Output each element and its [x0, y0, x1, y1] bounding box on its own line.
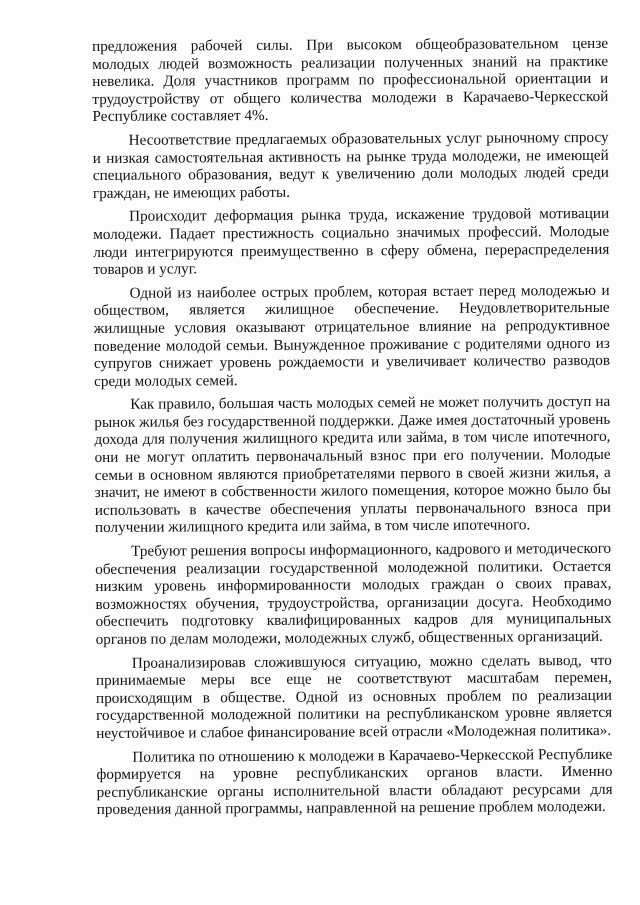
paragraph-7: Проанализировав сложившуюся ситуацию, можно сделать вывод, что принимаемые меры все еще не соответствуют масштабам перемен, происходящим в обществе. Одной из основных проблем по реализации государственной молодежной политики на республиканском уровне является неустойчивое и слабое финансирование всей отрасли «Молодежная политика».: [95, 651, 613, 742]
paragraph-6: Требуют решения вопросы информационного, кадрового и методического обеспечения реализации государственной молодежной политики. Остается низким уровень информированности молодых граждан о своих правах, возможностях обучения, трудоустройства, организации досуга. Необходимо обеспечить подготовку квалифицированных кадров для муниципальных органов по делам молодежи, молодежных служб, общественных организаций.: [95, 539, 612, 648]
paragraph-4: Одной из наиболее острых проблем, которая встает перед молодежью и обществом, является жилищное обеспечение. Неудовлетворительные жилищные условия оказывают отрицательное влияние на репродуктивное поведение молодой семьи. Вынужденное проживание с родителями одного из супругов снижает уровень рождаемости и увеличивает количество разводов среди молодых семей.: [93, 281, 611, 390]
document-body: [92, 35, 613, 825]
paragraph-2: Несоответствие предлагаемых образовательных услуг рыночному спросу и низкая самостоятельная активность на рынке труда молодежи, не имеющей специального образования, ведут к увеличению доли молодых людей среди граждан, не имеющих работы.: [92, 128, 609, 202]
paragraph-1: предложения рабочей силы. При высоком общеобразовательном цензе молодых людей возможность реализации полученных знаний на практике невелика. Доля участников программ по профессиональной ориентации и трудоустройству от общего количества молодежи в Карачаево-Черкесской Республике составляет 4%.: [92, 34, 609, 126]
paragraph-3: Происходит деформация рынка труда, искажение трудовой мотивации молодежи. Падает престижность социально значимых профессий. Молодые люди интегрируются преимущественно в сферу обмена, перераспределения товаров и услуг.: [93, 205, 610, 279]
paragraph-5: Как правило, большая часть молодых семей не может получить доступ на рынок жилья без государственной поддержки. Даже имея достаточный уровень дохода для получения жилищного кредита или займа, в том числе ипотечного, они не могут оплатить первоначальный взнос при его получении. Молодые семьи в основном являются приобретателями первого в своей жизни жилья, а значит, не имеют в собственности жилого помещения, которое можно было бы использовать в качестве обеспечения уплаты первоначального взноса при получении жилищного кредита или займа, в том числе ипотечного.: [94, 393, 611, 537]
paragraph-8: Политика по отношению к молодежи в Карачаево-Черкесской Республике формируется на уровне республиканских органов власти. Именно республиканские органы исполнительной власти обладают ресурсами для проведения данной программы, направленной на решение проблем молодежи.: [96, 745, 613, 819]
